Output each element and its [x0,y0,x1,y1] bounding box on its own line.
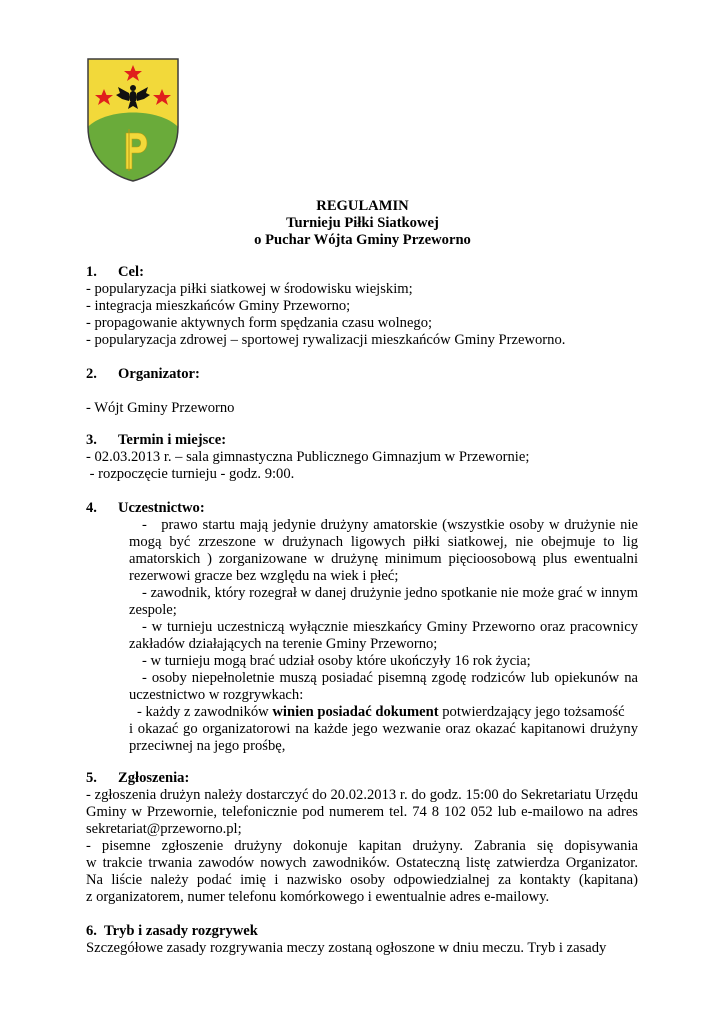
section-2-heading [86,366,200,383]
paragraph-line: mogą być zrzeszone w drużynach ligowych piłki siatkowej, nie obejmuje to lig [129,534,638,550]
paragraph-line: - w turnieju uczestniczą wyłącznie mieszkańcy Gminy Przeworno oraz pracownicy [142,619,638,635]
paragraph-line: - w turnieju mogą brać udział osoby które ukończyły 16 rok życia; [142,653,531,669]
section-5-heading [86,770,189,787]
list-item: - 02.03.2013 r. – sala gimnastyczna Publicznego Gimnazjum w Przewornie; [86,449,530,465]
section-number: 1. [86,264,97,280]
paragraph-line: zespole; [129,602,177,618]
section-3-heading [86,432,226,449]
paragraph-line: Szczegółowe zasady rozgrywania meczy zostaną ogłoszone w dniu meczu. Tryb i zasady [86,940,607,956]
gmina-coat-of-arms [86,57,180,183]
text-run: potwierdzający jego tożsamość [438,704,625,720]
paragraph-line [137,704,625,721]
paragraph-line: z organizatorem, numer telefonu komórkowego i ewentualnie adres e-mailowy. [86,889,550,905]
section-1-heading [86,264,144,281]
section-number: 3. [86,432,97,448]
document-subtitle: Turnieju Piłki Siatkowej [286,215,439,231]
section-title: Termin i miejsce: [118,432,227,448]
list-item: - popularyzacja piłki siatkowej w środowisku wiejskim; [86,281,413,297]
paragraph-line: uczestnictwo w rozgrywkach: [129,687,304,703]
section-title: Organizator: [118,366,200,382]
paragraph-line: - pisemne zgłoszenie drużyny dokonuje kapitan drużyny. Zabrania się dopisywania [86,838,638,854]
paragraph-line: i okazać go organizatorowi na każde jego wezwanie oraz okazać kapitanowi drużyny [129,721,638,737]
list-item: - popularyzacja zdrowej – sportowej rywalizacji mieszkańców Gminy Przeworno. [86,332,566,348]
document-title: REGULAMIN [316,198,409,214]
paragraph-line: Na liście należy podać imię i nazwisko osoby odpowiedzialnej za kontakty (kapitana) [86,872,638,888]
list-item: - Wójt Gminy Przeworno [86,400,235,416]
section-6-heading: 6. Tryb i zasady rozgrywek [86,923,258,939]
section-4-heading [86,500,205,517]
section-number: 5. [86,770,97,786]
section-title: Uczestnictwo: [118,500,205,516]
section-number: 2. [86,366,97,382]
list-item: - integracja mieszkańców Gminy Przeworno; [86,298,351,314]
list-item: - rozpoczęcie turnieju - godz. 9:00. [86,466,295,482]
paragraph-line: - zgłoszenia drużyn należy dostarczyć do 20.02.2013 r. do godz. 15:00 do Sekretariatu Urzędu [86,787,638,803]
paragraph-line: w trakcie trwania zawodów nowych zawodników. Ostateczną listę zatwierdza Organizator. [86,855,638,871]
paragraph-line: - zawodnik, który rozegrał w danej drużynie jedno spotkanie nie może grać w innym [142,585,638,601]
paragraph-line: amatorskich ) zorganizowane w drużynę minimum pięcioosobową plus ewentualni [129,551,638,567]
email-address: sekretariat@przeworno.pl; [86,821,242,837]
section-number: 4. [86,500,97,516]
paragraph-line: - osoby niepełnoletnie muszą posiadać pisemną zgodę rodziców lub opiekunów na [142,670,638,686]
list-item: - propagowanie aktywnych form spędzania czasu wolnego; [86,315,433,331]
paragraph-line: - prawo startu mają jedynie drużyny amatorskie (wszystkie osoby w drużynie nie [142,517,638,533]
section-title: Zgłoszenia: [118,770,190,786]
paragraph-line: przeciwnej na jego prośbę, [129,738,286,754]
paragraph-line: Gminy w Przewornie, telefonicznie pod numerem tel. 74 8 102 052 lub e-mailowo na adres [86,804,638,820]
document-subtitle-2: o Puchar Wójta Gminy Przeworno [254,232,471,248]
paragraph-line: rezerwowi gracze bez względu na wiek i płeć; [129,568,399,584]
section-title: Cel: [118,264,144,280]
paragraph-line: zakładów działających na terenie Gminy Przeworno; [129,636,438,652]
text-run: - każdy z zawodników [137,704,273,720]
emphasis-text: winien posiadać dokument [272,704,439,720]
